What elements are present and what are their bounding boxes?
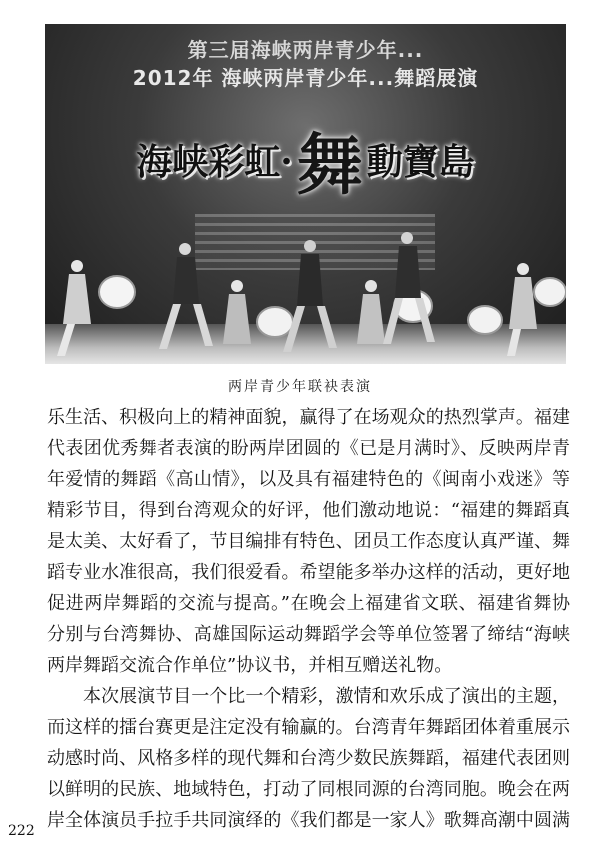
photo-banner-line2: 2012年 海峡两岸青少年...舞蹈展演	[132, 66, 479, 90]
text-line: 促进两岸舞蹈的交流与提高。”在晚会上福建省文联、福建省舞协	[47, 593, 570, 614]
text-line: 精彩节目，得到台湾观众的好评，他们激动地说：“福建的舞蹈真	[47, 500, 570, 521]
text-line: 岸全体演员手拉手共同演绎的《我们都是一家人》歌舞高潮中圆满	[47, 810, 570, 831]
photo-logo-part1: 海峡彩虹·	[136, 141, 293, 183]
text-line: 两岸舞蹈交流合作单位”协议书，并相互赠送礼物。	[47, 655, 453, 676]
text-line: 本次展演节目一个比一个精彩，激情和欢乐成了演出的主题，	[83, 686, 570, 707]
text-line: 而这样的擂台赛更是注定没有输赢的。台湾青年舞蹈团体着重展示	[47, 717, 570, 738]
photo-banner-line1: 第三届海峡两岸青少年...	[187, 38, 424, 62]
photo-dancers	[45, 24, 566, 364]
photo-caption: 两岸青少年联袂表演	[228, 379, 372, 395]
page-number: 222	[8, 823, 35, 839]
text-line: 年爱情的舞蹈《高山情》，以及具有福建特色的《闽南小戏迷》等	[47, 469, 570, 490]
text-line: 分别与台湾舞协、高雄国际运动舞蹈学会等单位签署了缔结“海峡	[47, 624, 570, 645]
text-line: 是太美、太好看了，节目编排有特色、团员工作态度认真严谨、舞	[47, 531, 570, 552]
text-line: 以鲜明的民族、地域特色，打动了同根同源的台湾同胞。晚会在两	[47, 779, 570, 800]
photo-logo-part2: 舞	[296, 126, 363, 204]
text-line: 乐生活、积极向上的精神面貌，赢得了在场观众的热烈掌声。福建	[47, 407, 570, 428]
text-line: 动感时尚、风格多样的现代舞和台湾少数民族舞蹈，福建代表团则	[47, 748, 570, 769]
photo-logo-part3: 動寶島	[366, 141, 475, 183]
text-line: 代表团优秀舞者表演的盼两岸团圆的《已是月满时》、反映两岸青	[47, 438, 570, 459]
text-line: 蹈专业水准很高，我们很爱看。希望能多举办这样的活动，更好地	[47, 562, 570, 583]
performance-photo	[45, 24, 566, 364]
body-text	[47, 402, 570, 836]
